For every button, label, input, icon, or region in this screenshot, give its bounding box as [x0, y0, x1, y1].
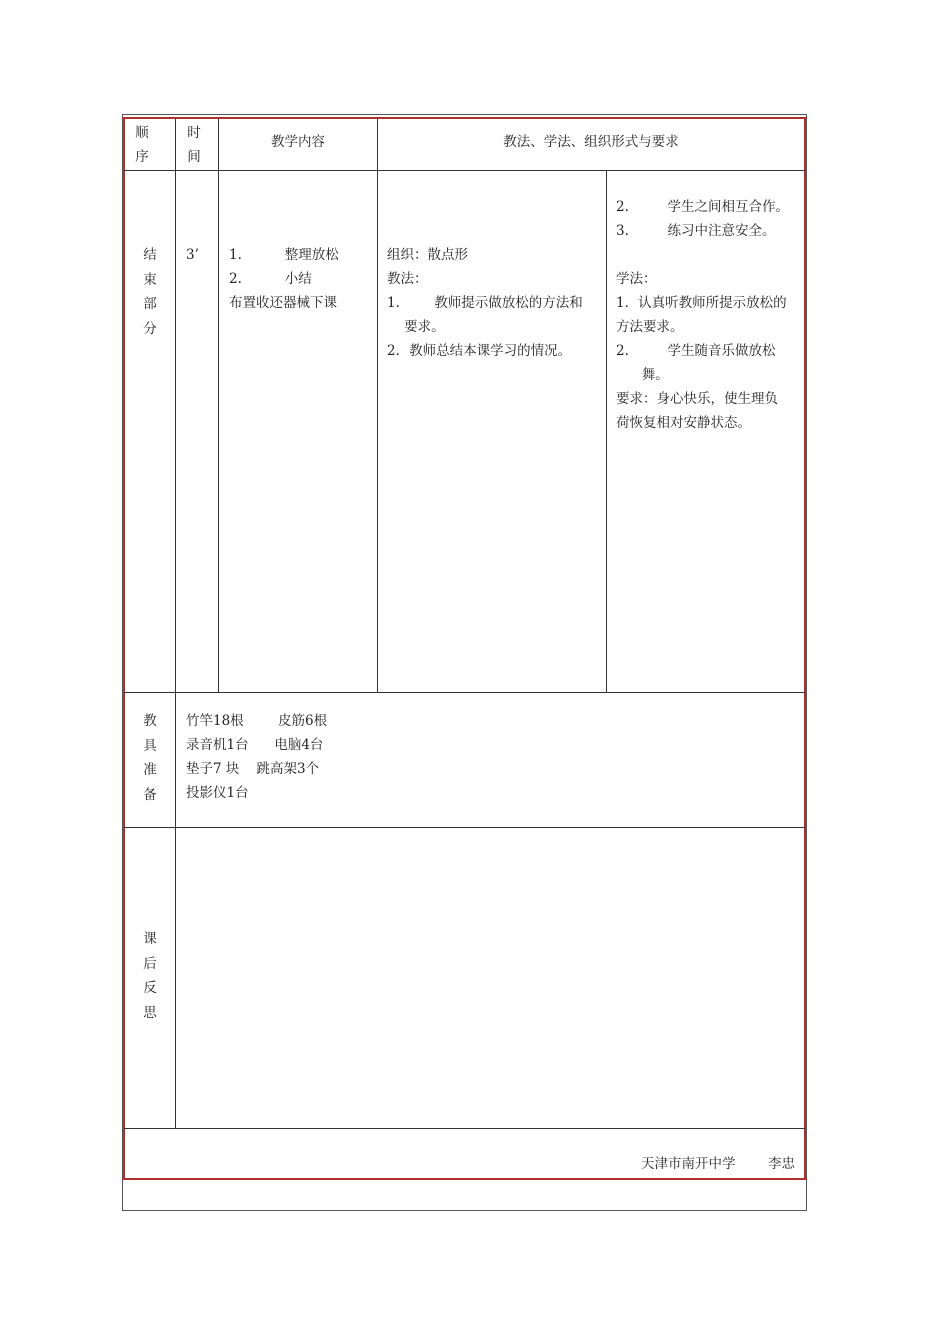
closing-section-label: 结 束 部 分	[143, 247, 157, 337]
header-methods: 教法、学法、组织形式与要求	[503, 134, 679, 150]
header-order: 顺 序	[135, 125, 149, 165]
closing-learning-method: 2. 学生之间相互合作。 3. 练习中注意安全。 学法： 1．认真听教师所提示放松的 方法要求。 2. 学生随音乐做放松 舞。 要求：身心快乐，使生理负 荷恢复相对安静状态。	[616, 199, 790, 431]
left-red-border	[123, 117, 125, 1180]
footer-red-border	[122, 1178, 807, 1180]
right-red-border	[804, 117, 806, 1180]
closing-row-divider	[124, 692, 805, 693]
reflection-label: 课 后 反 思	[143, 931, 157, 1021]
header-content: 教学内容	[271, 134, 325, 150]
footer-author: 李忠	[768, 1156, 795, 1172]
closing-teaching-method: 组织：散点形 教法： 1. 教师提示做放松的方法和 要求。 2．教师总结本课学习的情况。	[387, 247, 583, 359]
header-time: 时 间	[187, 125, 201, 165]
equipment-list: 竹竿18根 皮筋6根 录音机1台 电脑4台 垫子7 块 跳高架3个 投影仪1台	[186, 713, 328, 801]
closing-time: 3’	[186, 247, 199, 263]
reflection-content-area	[176, 828, 804, 1128]
closing-content: 1. 整理放松 2. 小结 布置收还器械下课	[229, 247, 339, 311]
col-divider-2	[218, 119, 219, 692]
footer-school: 天津市南开中学	[641, 1156, 736, 1172]
col-divider-3	[377, 119, 378, 692]
col-divider-4	[606, 170, 607, 692]
equipment-label: 教 具 准 备	[143, 713, 157, 803]
header-row-divider	[124, 170, 805, 171]
reflection-row-divider	[124, 1128, 805, 1129]
top-red-border	[122, 117, 807, 119]
